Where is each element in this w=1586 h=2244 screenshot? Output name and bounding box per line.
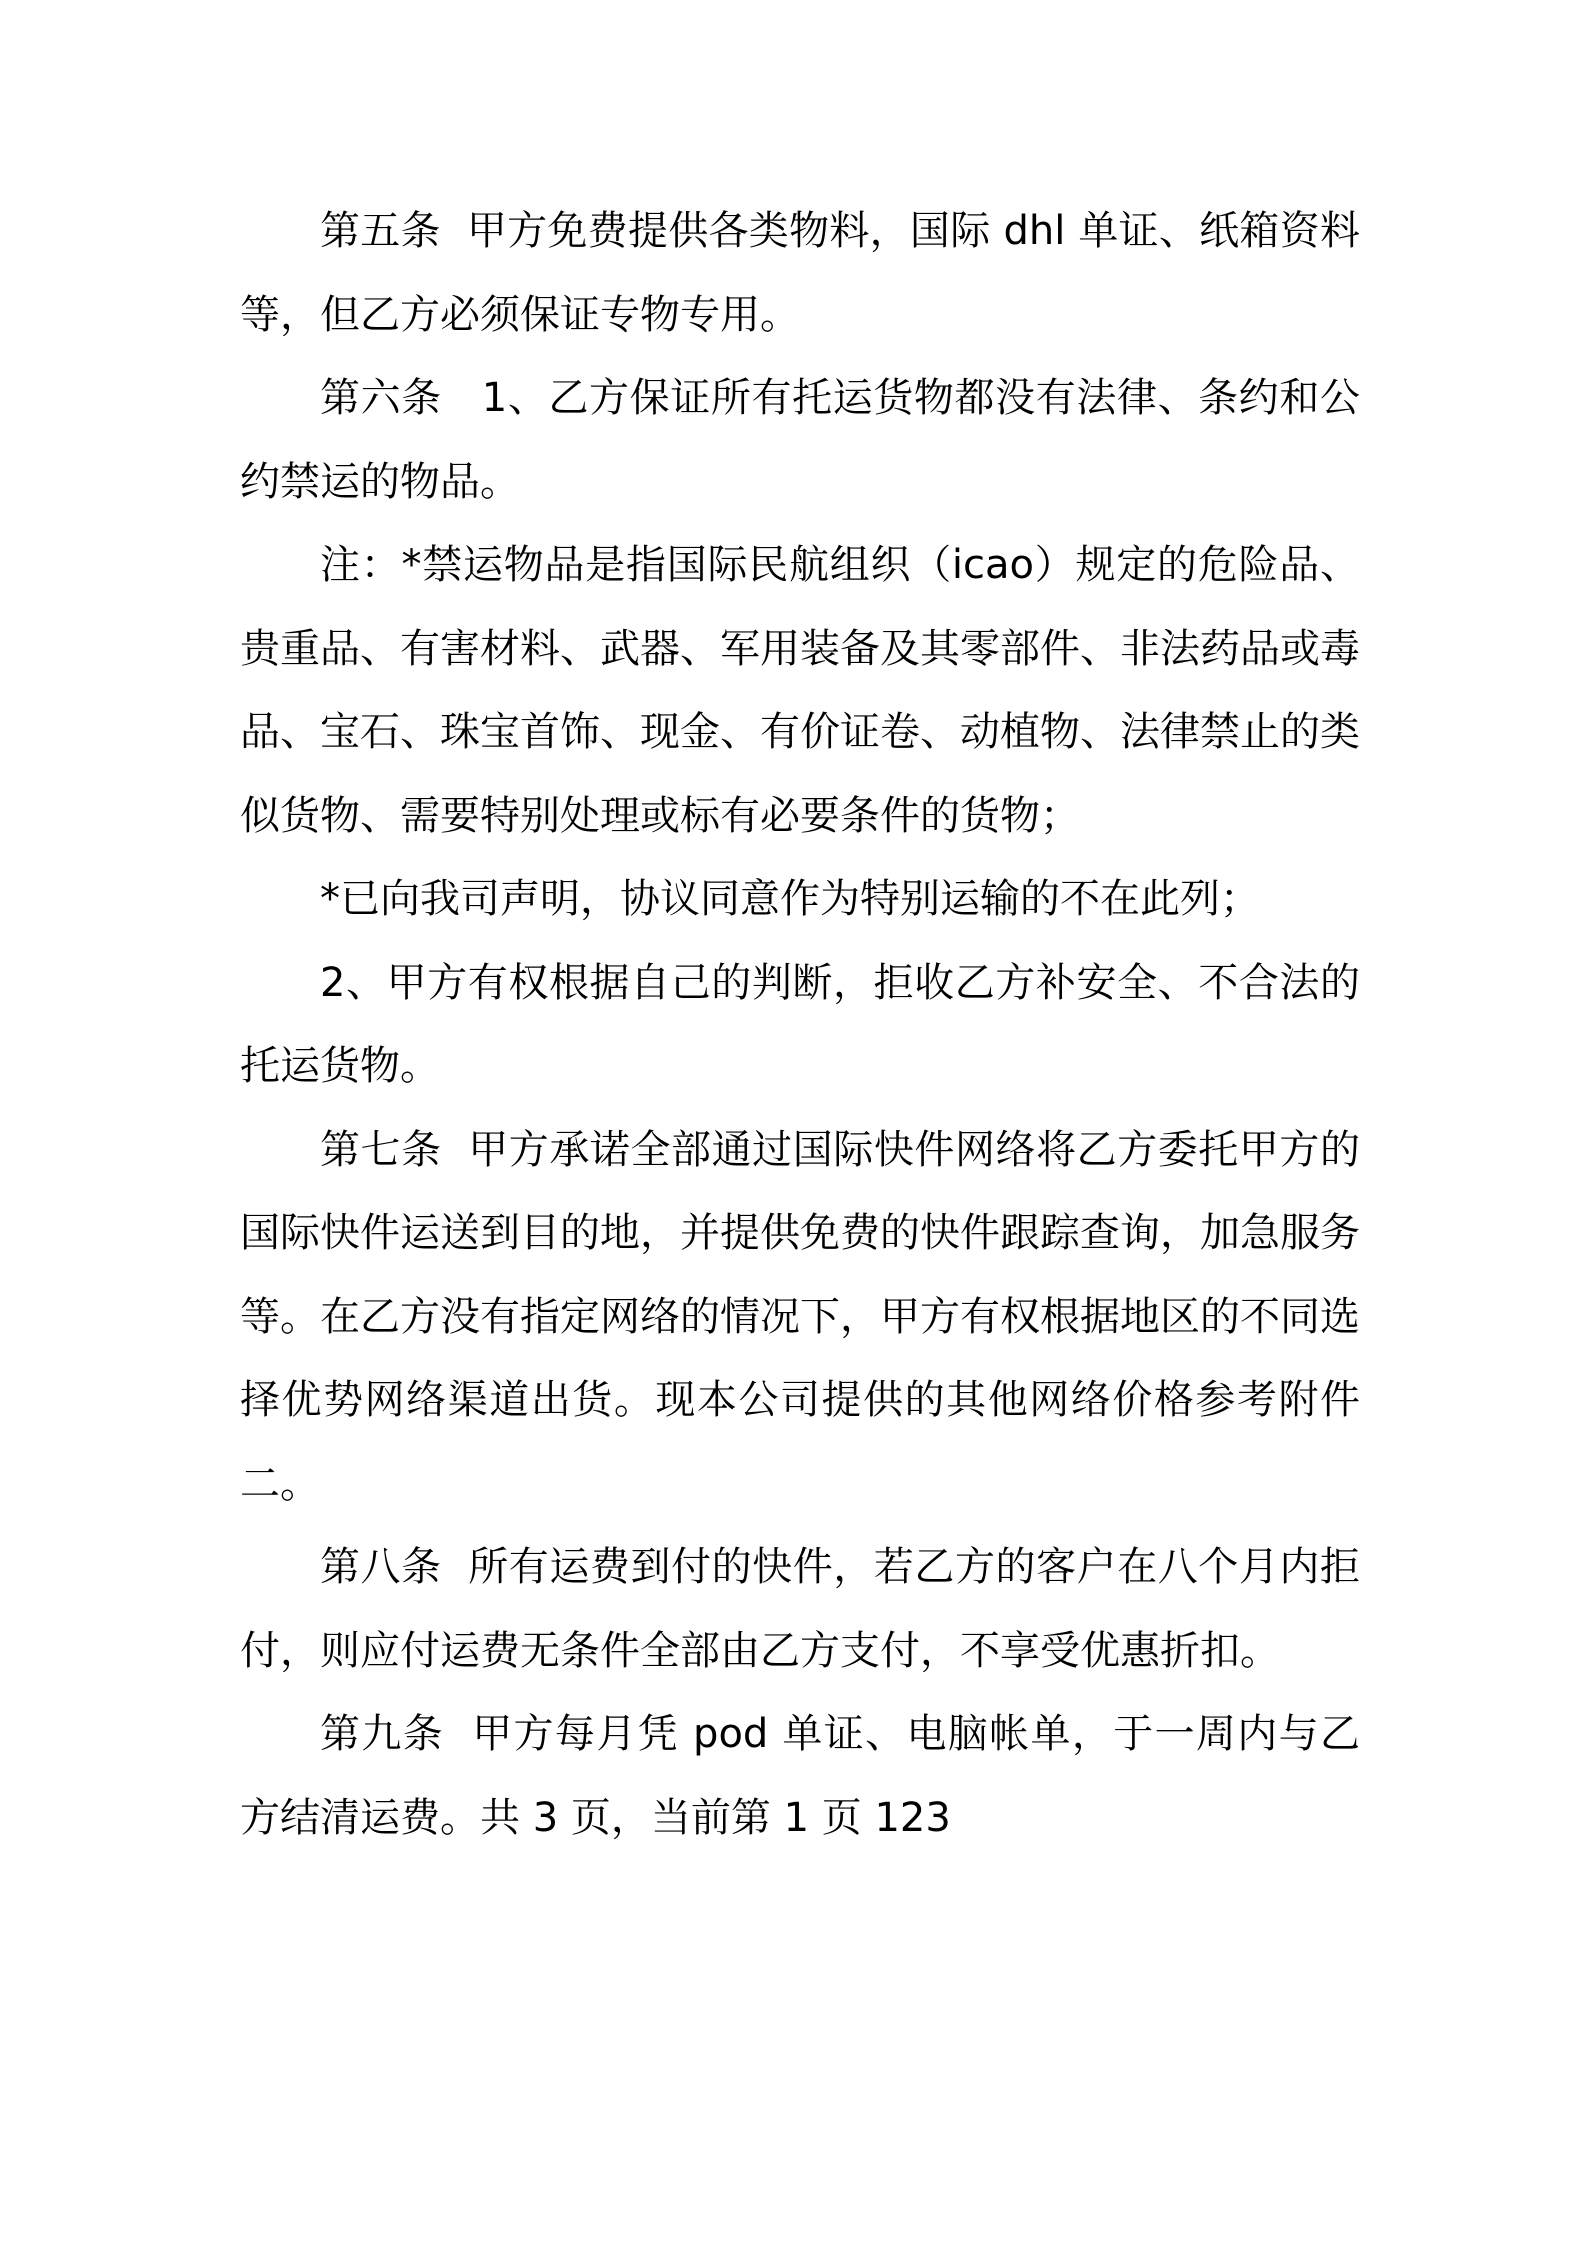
document-body (240, 190, 1360, 1860)
article-8-paragraph: 第八条 所有运费到付的快件，若乙方的客户在八个月内拒付，则应付运费无条件全部由乙方支付，不享受优惠折扣。 (240, 1544, 1360, 1674)
article-5-paragraph: 第五条 甲方免费提供各类物料，国际 dhl 单证、纸箱资料等，但乙方必须保证专物专用。 (240, 208, 1360, 338)
prohibited-goods-note-paragraph: 注：*禁运物品是指国际民航组织（icao）规定的危险品、贵重品、有害材料、武器、军用装备及其零部件、非法药品或毒品、宝石、珠宝首饰、现金、有价证卷、动植物、法律禁止的类似货物、需要特别处理或标有必要条件的货物； (240, 542, 1360, 839)
article-6-clause-2-paragraph: 2、甲方有权根据自己的判断，拒收乙方补安全、不合法的托运货物。 (240, 959, 1360, 1089)
article-7-paragraph: 第七条 甲方承诺全部通过国际快件网络将乙方委托甲方的国际快件运送到目的地，并提供免费的快件跟踪查询，加急服务等。在乙方没有指定网络的情况下，甲方有权根据地区的不同选择优势网络渠道出货。现本公司提供的其他网络价格参考附件二。 (240, 1126, 1360, 1507)
article-6-clause-1-paragraph: 第六条 1、乙方保证所有托运货物都没有法律、条约和公约禁运的物品。 (240, 375, 1360, 505)
article-9-paragraph: 第九条 甲方每月凭 pod 单证、电脑帐单，于一周内与乙方结清运费。共 3 页，当前第 1 页 123 (240, 1711, 1360, 1841)
exception-note-paragraph: *已向我司声明，协议同意作为特别运输的不在此列； (320, 876, 1260, 922)
